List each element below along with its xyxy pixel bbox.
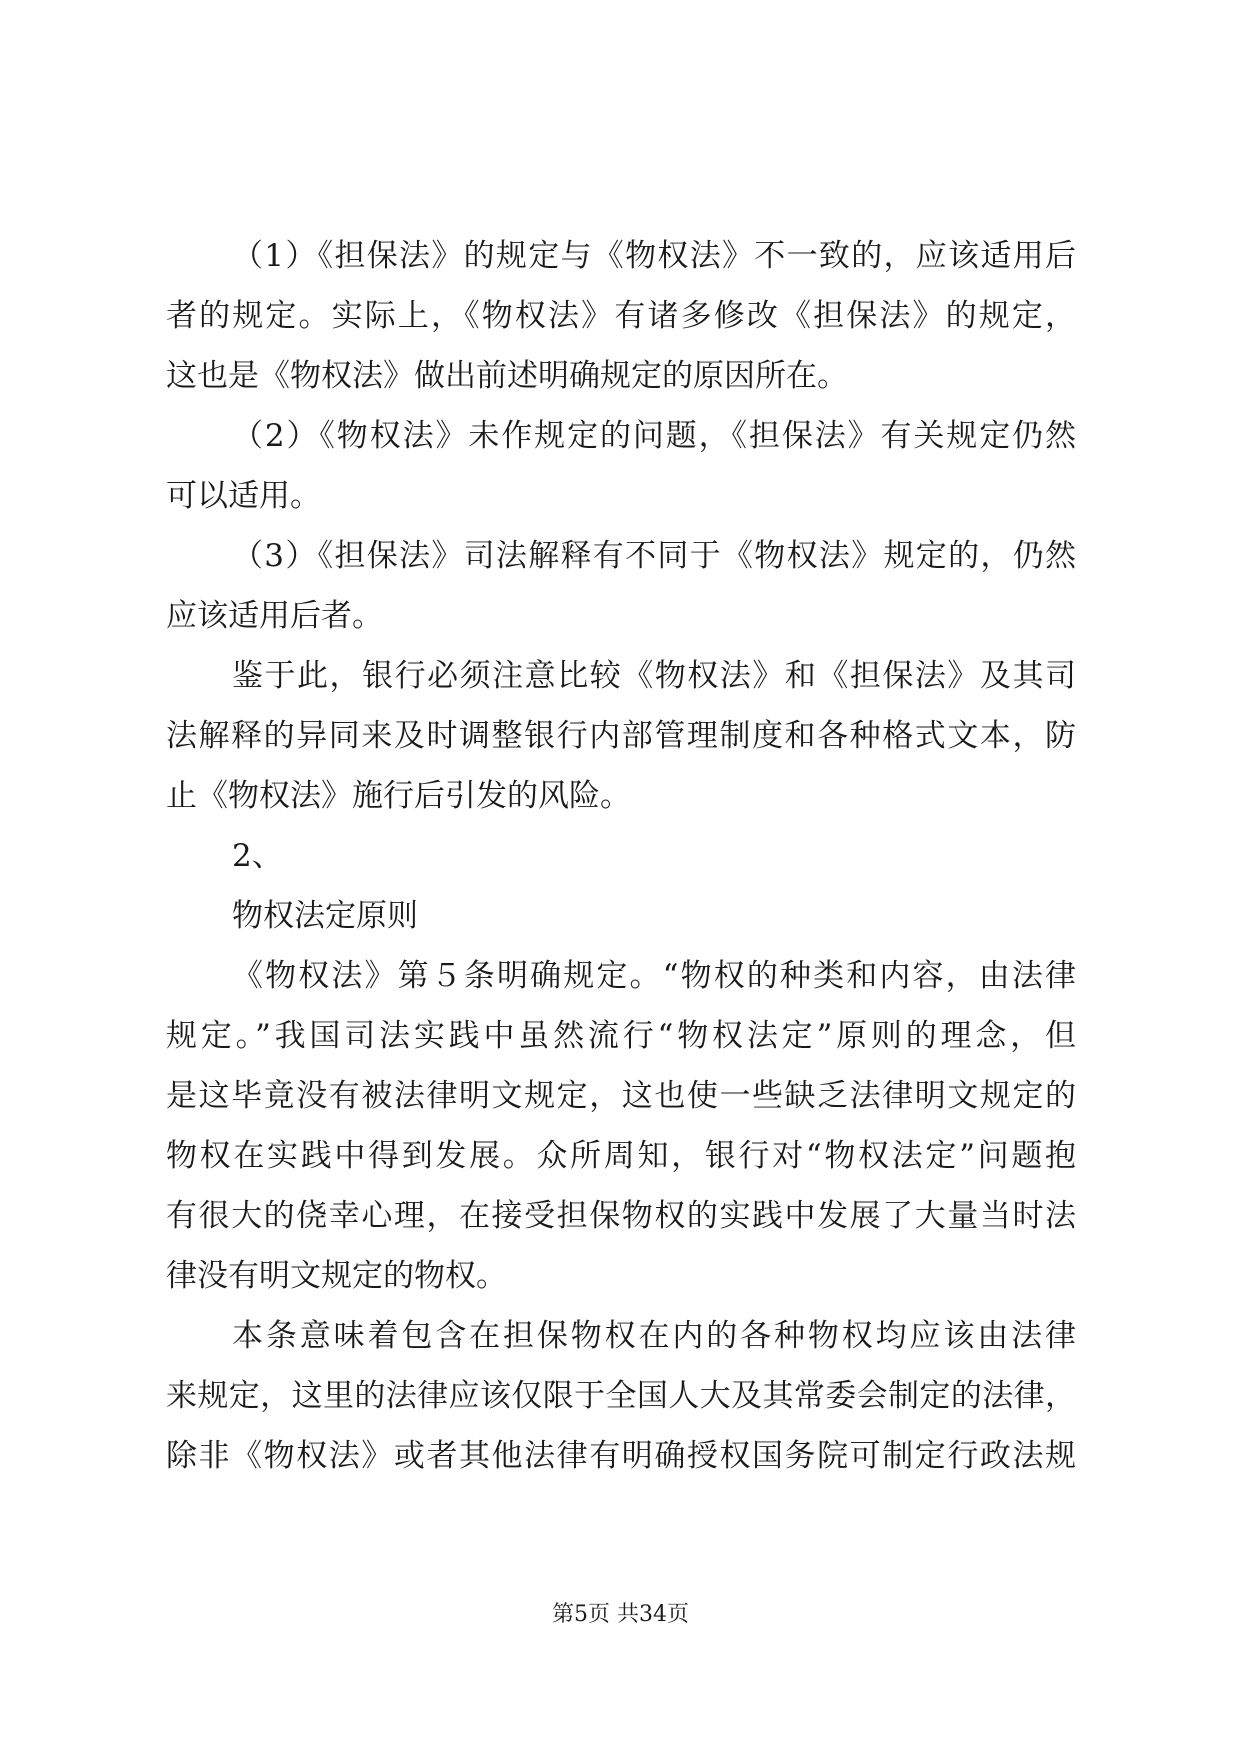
para5-line1: 《物权法》第５条明确规定。“物权的种类和内容，由法律 <box>232 958 1076 994</box>
para5-line5: 有很大的侥幸心理，在接受担保物权的实践中发展了大量当时法 <box>166 1198 1076 1234</box>
section-heading: 物权法定原则 <box>232 898 418 934</box>
para6-line2: 来规定，这里的法律应该仅限于全国人大及其常委会制定的法律， <box>166 1378 1076 1414</box>
para4-line3: 止《物权法》施行后引发的风险。 <box>166 778 631 814</box>
section-number: 2、 <box>232 838 283 874</box>
para4-line2: 法解释的异同来及时调整银行内部管理制度和各种格式文本，防 <box>166 718 1076 754</box>
para4-line1: 鉴于此，银行必须注意比较《物权法》和《担保法》及其司 <box>232 658 1076 694</box>
para3-line2: 应该适用后者。 <box>166 598 383 634</box>
para6-line1: 本条意味着包含在担保物权在内的各种物权均应该由法律 <box>232 1318 1076 1354</box>
para5-line4: 物权在实践中得到发展。众所周知，银行对“物权法定”问题抱 <box>166 1138 1076 1174</box>
para6-line3: 除非《物权法》或者其他法律有明确授权国务院可制定行政法规 <box>166 1438 1076 1474</box>
para5-line3: 是这毕竟没有被法律明文规定，这也使一些缺乏法律明文规定的 <box>166 1078 1076 1114</box>
para5-line2: 规定。”我国司法实践中虽然流行“物权法定”原则的理念，但 <box>166 1018 1076 1054</box>
para5-line6: 律没有明文规定的物权。 <box>166 1258 507 1294</box>
para1-line1: （1）《担保法》的规定与《物权法》不一致的，应该适用后 <box>232 238 1076 274</box>
para3-line1: （3）《担保法》司法解释有不同于《物权法》规定的，仍然 <box>232 538 1076 574</box>
para2-line1: （2）《物权法》未作规定的问题，《担保法》有关规定仍然 <box>232 418 1076 454</box>
para1-line2: 者的规定。实际上，《物权法》有诸多修改《担保法》的规定， <box>166 298 1076 334</box>
para2-line2: 可以适用。 <box>166 478 321 514</box>
page-footer: 第5页 共34页 <box>552 1602 689 1627</box>
para1-line3: 这也是《物权法》做出前述明确规定的原因所在。 <box>166 358 848 394</box>
